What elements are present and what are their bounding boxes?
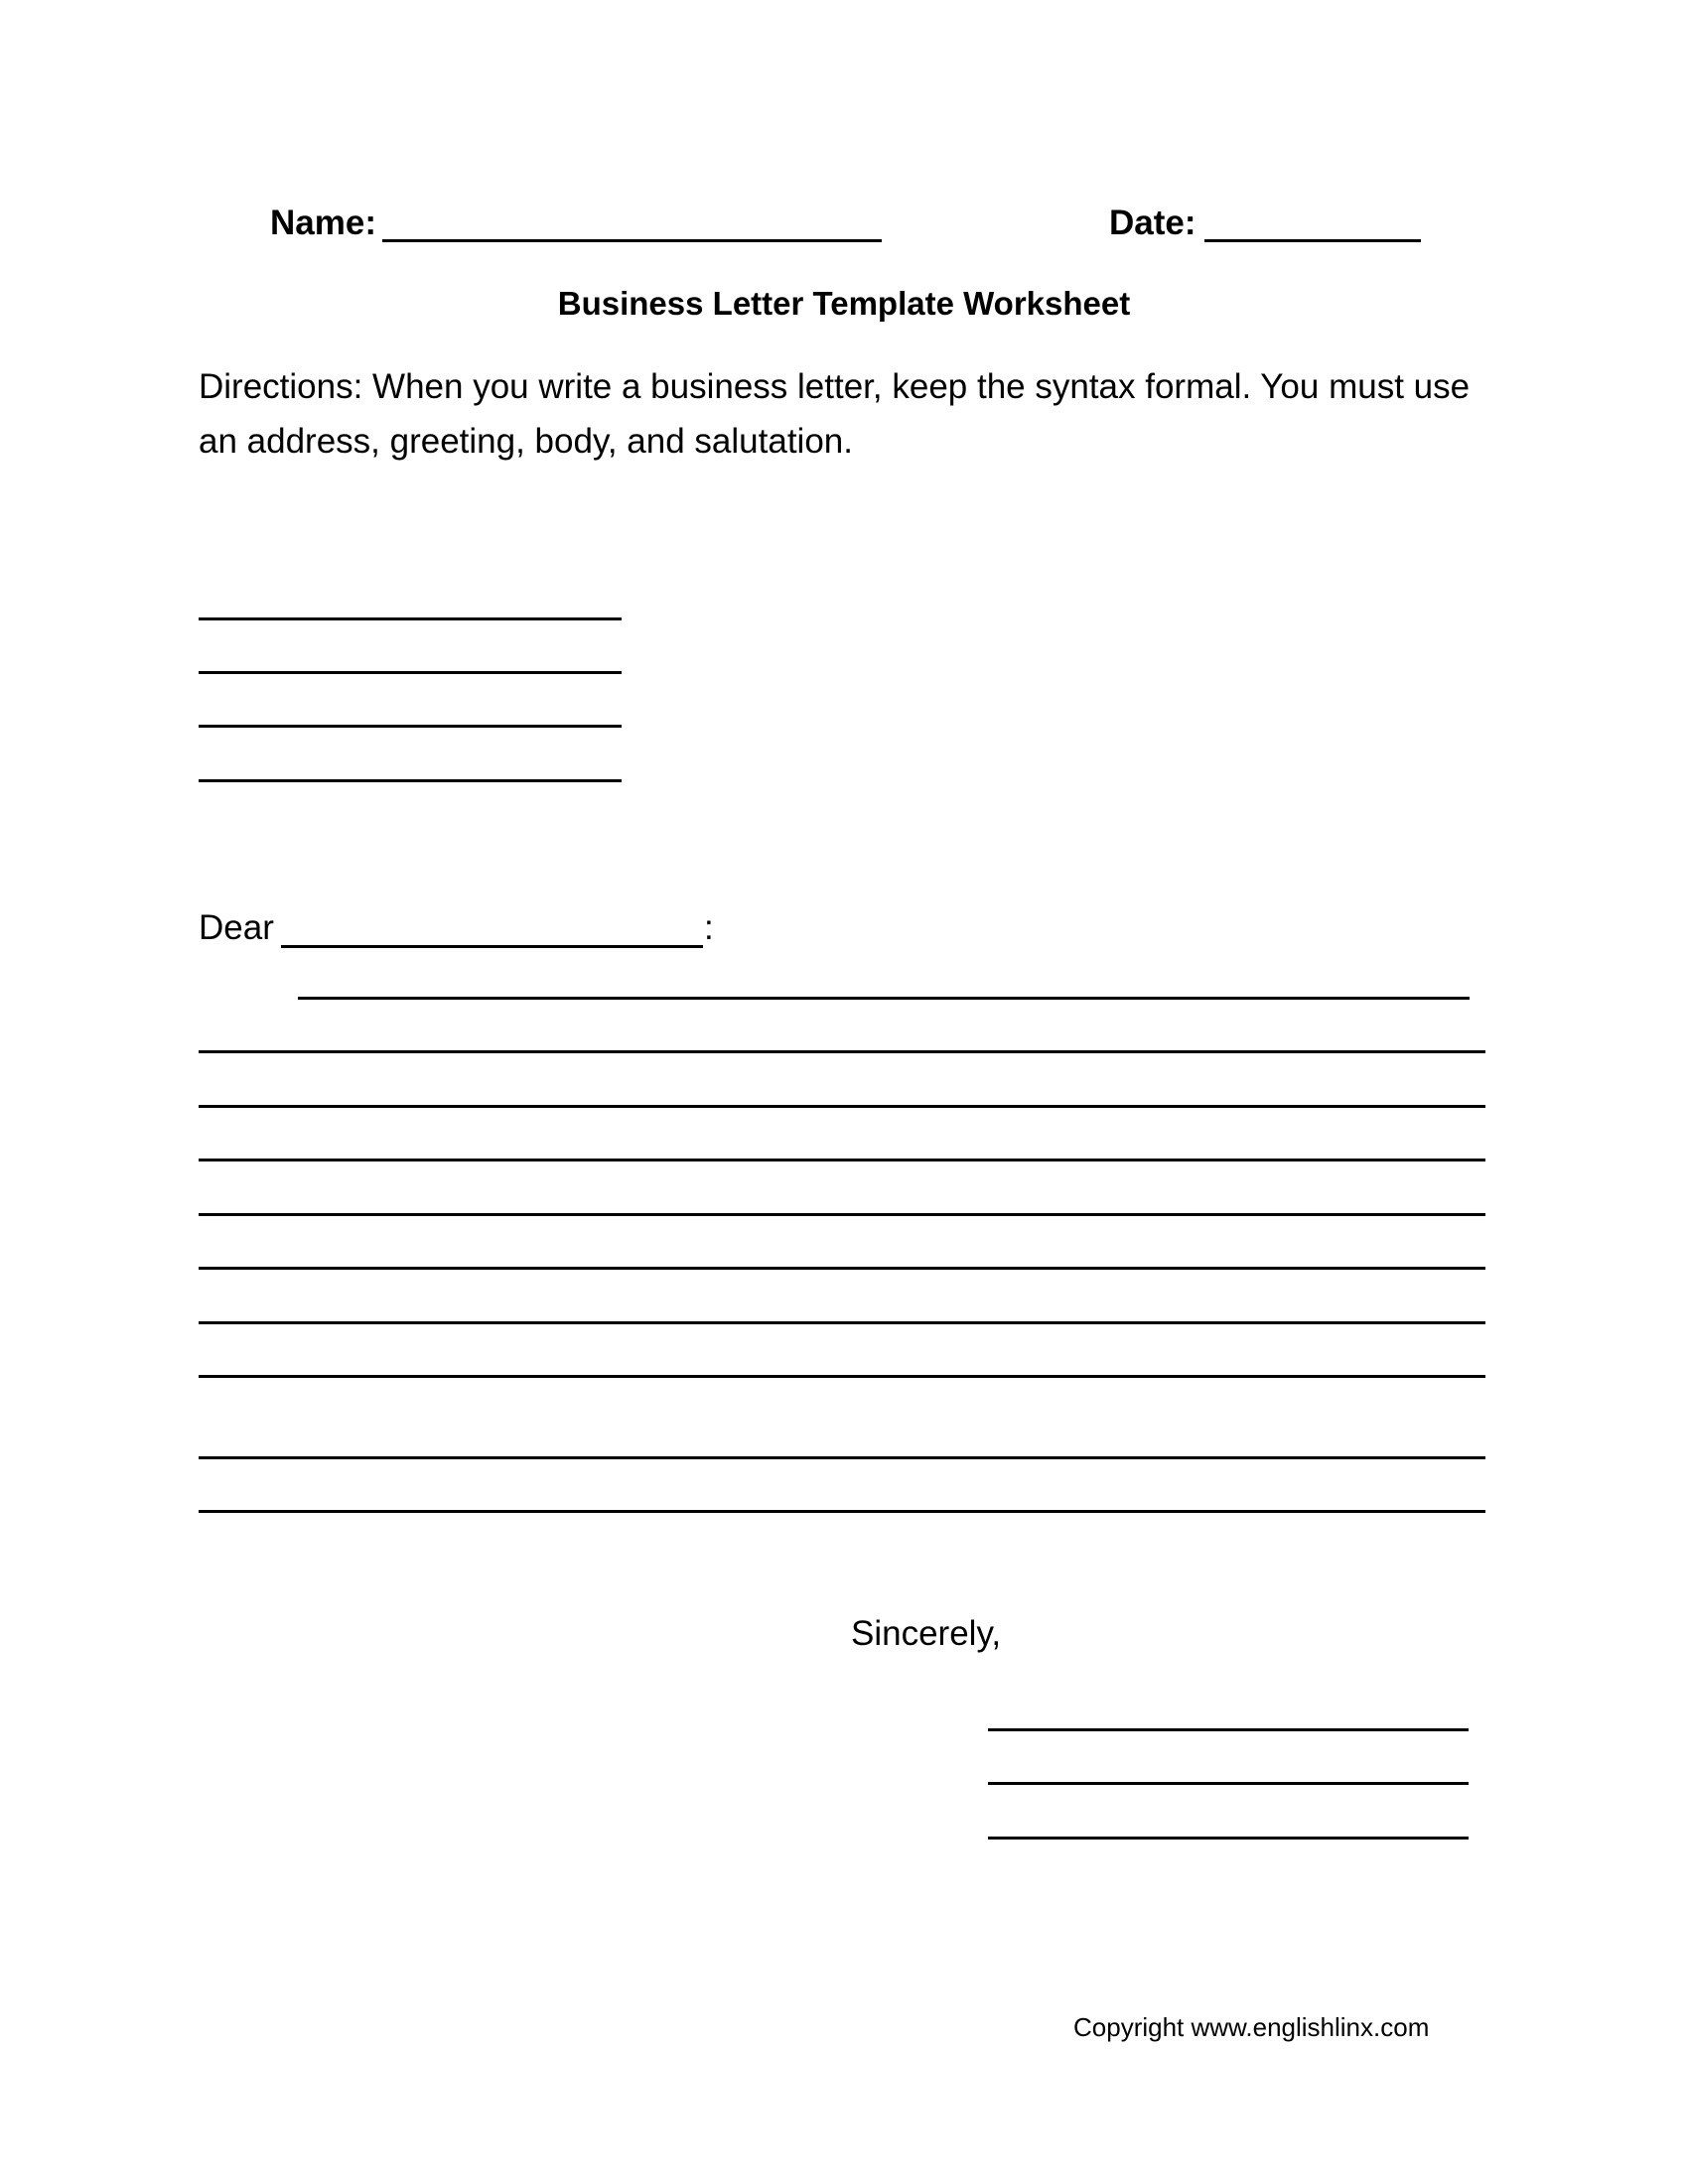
body-line[interactable] (199, 1510, 1485, 1513)
body-line[interactable] (199, 1375, 1485, 1378)
signature-line[interactable] (988, 1728, 1469, 1731)
greeting-colon: : (704, 908, 714, 947)
name-field[interactable] (382, 239, 882, 242)
body-line[interactable] (199, 1213, 1485, 1216)
worksheet-title: Business Letter Template Worksheet (557, 285, 1131, 322)
name-label: Name: (270, 204, 376, 242)
greeting-label: Dear (199, 908, 274, 947)
copyright-text: Copyright www.englishlinx.com (1073, 2012, 1430, 2042)
body-line-indented[interactable] (298, 997, 1470, 1000)
body-line[interactable] (199, 1159, 1485, 1161)
address-line[interactable] (199, 779, 622, 782)
date-field[interactable] (1204, 239, 1421, 242)
signature-line[interactable] (988, 1782, 1469, 1785)
body-line[interactable] (199, 1321, 1485, 1324)
body-line[interactable] (199, 1267, 1485, 1270)
closing-text: Sincerely, (851, 1614, 1002, 1653)
address-line[interactable] (199, 671, 622, 674)
directions-text: Directions: When you write a business letter, keep the syntax formal. You must use an address, greeting, body, and salutation. (199, 367, 1471, 461)
body-line[interactable] (199, 1105, 1485, 1108)
address-line[interactable] (199, 617, 622, 620)
greeting-name-field[interactable] (281, 945, 703, 948)
body-line[interactable] (199, 1050, 1485, 1053)
body-line[interactable] (199, 1456, 1485, 1459)
signature-line[interactable] (988, 1837, 1469, 1840)
address-line[interactable] (199, 725, 622, 728)
date-label: Date: (1109, 204, 1196, 242)
